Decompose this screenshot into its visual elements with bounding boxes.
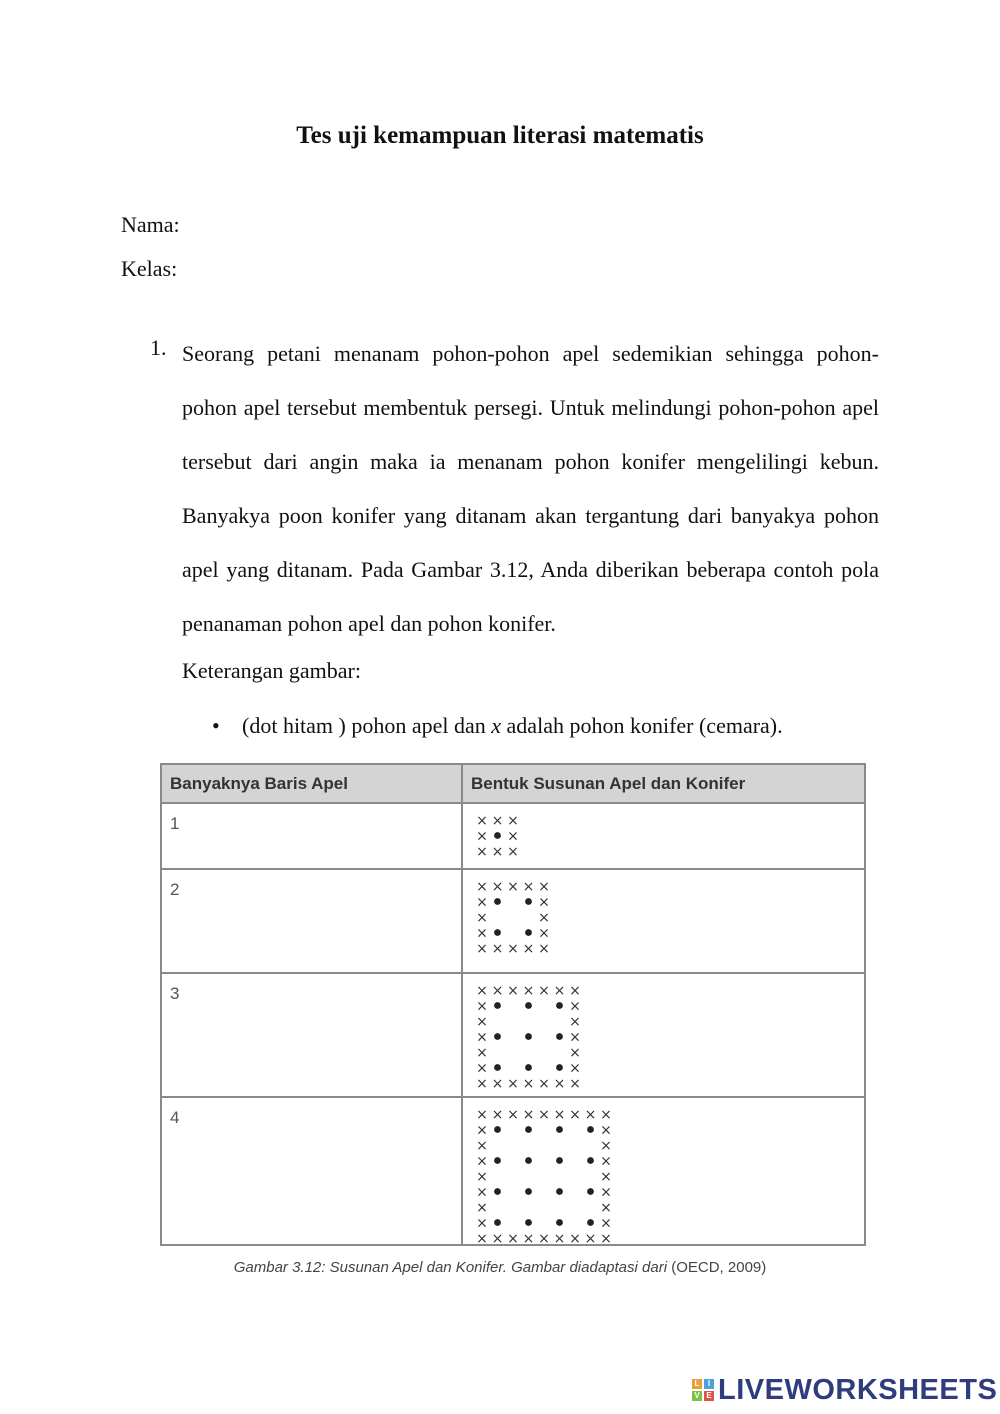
row-number: 1 [161,803,462,869]
conifer-mark: × [476,1122,488,1139]
tree-grid-svg [476,1108,612,1244]
apple-tree-dot [587,1219,594,1226]
apple-tree-dot [556,1219,563,1226]
conifer-mark: × [491,941,504,954]
page-title: Tes uji kemampuan literasi matematis [296,122,704,149]
apple-tree-dot [556,1157,563,1164]
tree-grid-svg [476,814,519,857]
conifer-mark: × [522,1231,535,1244]
apple-tree-dot [556,1033,563,1040]
apple-tree-dot [494,832,501,839]
conifer-mark: × [476,1169,488,1185]
apple-tree-dot [525,929,532,936]
conifer-mark: × [522,984,535,999]
legend-text-before: (dot hitam ) pohon apel dan [242,713,486,738]
figure-caption [0,1259,1000,1276]
conifer-mark: × [538,941,550,954]
legend-label: Keterangan gambar: [182,658,361,683]
conifer-mark: × [600,1169,612,1185]
apple-tree-dot [556,1002,563,1009]
conifer-mark: × [476,1014,488,1030]
legend-text-after: adalah pohon konifer (cemara). [506,713,783,738]
conifer-mark: × [476,1045,488,1061]
apple-tree-dot [525,1126,532,1133]
conifer-mark: × [507,984,519,999]
conifer-mark: × [600,1122,612,1139]
conifer-mark: × [476,828,488,845]
conifer-mark: × [476,1108,488,1123]
conifer-mark: × [476,998,488,1015]
conifer-mark: × [476,1153,488,1170]
conifer-mark: × [569,1045,581,1061]
conifer-mark: × [476,1060,488,1077]
conifer-mark: × [538,925,550,942]
brand-mark-letter: E [704,1391,714,1401]
apple-tree-dot [587,1126,594,1133]
conifer-mark: × [600,1153,612,1170]
apple-tree-dot [525,1188,532,1195]
conifer-mark: × [569,1014,581,1030]
conifer-mark: × [476,1029,488,1046]
caption-reference: (OECD, 2009) [671,1259,767,1276]
name-label: Nama: [121,212,180,237]
conifer-mark: × [522,1108,535,1123]
conifer-mark: × [507,1076,519,1089]
apple-tree-dot [494,1064,501,1071]
brand-logo [692,1373,998,1407]
conifer-mark: × [600,1231,612,1244]
apple-tree-dot [556,1126,563,1133]
conifer-mark: × [507,844,519,857]
bullet-icon: • [212,713,220,738]
table-row [161,1097,865,1245]
conifer-mark: × [538,1231,550,1244]
brand-mark-letter: L [692,1379,702,1389]
conifer-mark: × [600,1200,612,1216]
conifer-mark: × [522,941,535,954]
apple-tree-dot [525,898,532,905]
table-header-row [161,764,865,803]
conifer-mark: × [600,1215,612,1232]
question-text: Seorang petani menanam pohon-pohon apel sedemikian sehingga pohon-pohon apel tersebut membentuk persegi. Untuk melindungi pohon-pohon apel tersebut dari angin maka ia menanam pohon konifer mengelilingi kebun. Banyakya poon konifer yang ditanam akan tergantung dari banyakya pohon apel yang ditanam. Pada Gambar 3.12, Anda diberikan beberapa contoh pola penanaman pohon apel dan pohon konifer. [182,341,879,636]
table-row [161,973,865,1097]
conifer-mark: × [569,1029,581,1046]
conifer-mark: × [476,941,488,954]
conifer-mark: × [476,1138,488,1154]
conifer-mark: × [476,894,488,911]
legend-variable: x [491,713,502,738]
tree-grid [463,870,864,954]
conifer-mark: × [553,1231,566,1244]
brand-mark-letter: V [692,1391,702,1401]
caption-text: Gambar 3.12: Susunan Apel dan Konifer. Gambar diadaptasi dari [233,1259,668,1276]
apple-tree-dot [494,1219,501,1226]
conifer-mark: × [569,984,581,999]
conifer-mark: × [522,880,535,895]
tree-grid-svg [476,880,550,954]
conifer-mark: × [491,1231,504,1244]
tree-grid [463,804,864,857]
conifer-mark: × [538,1108,550,1123]
tree-grid-svg [476,984,581,1089]
pattern-cell [462,1097,865,1245]
apple-tree-dot [494,1033,501,1040]
conifer-mark: × [553,984,566,999]
question-number: 1. [150,335,167,360]
conifer-mark: × [491,1076,504,1089]
apple-tree-dot [494,1002,501,1009]
conifer-mark: × [538,880,550,895]
apple-tree-dot [494,1188,501,1195]
apple-tree-dot [525,1219,532,1226]
table-row [161,869,865,973]
conifer-mark: × [600,1108,612,1123]
conifer-mark: × [476,1076,488,1089]
conifer-mark: × [491,814,504,829]
conifer-mark: × [569,1108,581,1123]
conifer-mark: × [507,941,519,954]
conifer-mark: × [507,1231,519,1244]
conifer-mark: × [476,910,488,926]
conifer-mark: × [553,1076,566,1089]
conifer-mark: × [538,910,550,926]
pattern-cell [462,803,865,869]
class-label: Kelas: [121,256,178,281]
brand-mark-letter: I [704,1379,714,1389]
conifer-mark: × [522,1076,535,1089]
conifer-mark: × [600,1138,612,1154]
conifer-mark: × [553,1108,566,1123]
legend-bullet-text [242,713,783,739]
row-number: 2 [161,869,462,973]
conifer-mark: × [491,844,504,857]
conifer-mark: × [538,984,550,999]
conifer-mark: × [476,925,488,942]
conifer-mark: × [507,880,519,895]
pattern-cell [462,869,865,973]
conifer-mark: × [569,1060,581,1077]
apple-tree-dot [587,1157,594,1164]
conifer-mark: × [476,880,488,895]
conifer-mark: × [491,984,504,999]
apple-tree-dot [525,1002,532,1009]
apple-tree-dot [556,1188,563,1195]
header-pattern: Bentuk Susunan Apel dan Konifer [462,764,865,803]
conifer-mark: × [476,844,488,857]
apple-tree-dot [587,1188,594,1195]
conifer-mark: × [538,1076,550,1089]
conifer-mark: × [476,1200,488,1216]
apple-tree-dot [525,1157,532,1164]
pattern-table [160,763,866,1246]
apple-tree-dot [525,1033,532,1040]
conifer-mark: × [600,1184,612,1201]
tree-grid [463,974,864,1089]
conifer-mark: × [538,894,550,911]
header-rows: Banyaknya Baris Apel [161,764,462,803]
conifer-mark: × [584,1108,597,1123]
conifer-mark: × [507,828,519,845]
apple-tree-dot [494,929,501,936]
brand-name: LIVEWORKSHEETS [718,1373,998,1406]
conifer-mark: × [507,814,519,829]
apple-tree-dot [494,1157,501,1164]
brand-mark-icon [692,1379,714,1401]
conifer-mark: × [476,1184,488,1201]
conifer-mark: × [584,1231,597,1244]
tree-grid [463,1098,864,1244]
conifer-mark: × [491,1108,504,1123]
conifer-mark: × [476,1215,488,1232]
conifer-mark: × [569,1231,581,1244]
apple-tree-dot [556,1064,563,1071]
conifer-mark: × [507,1108,519,1123]
table-row [161,803,865,869]
apple-tree-dot [494,1126,501,1133]
row-number: 3 [161,973,462,1097]
conifer-mark: × [569,998,581,1015]
conifer-mark: × [491,880,504,895]
conifer-mark: × [476,984,488,999]
apple-tree-dot [494,898,501,905]
conifer-mark: × [476,814,488,829]
conifer-mark: × [476,1231,488,1244]
row-number: 4 [161,1097,462,1245]
apple-tree-dot [525,1064,532,1071]
conifer-mark: × [569,1076,581,1089]
pattern-cell [462,973,865,1097]
